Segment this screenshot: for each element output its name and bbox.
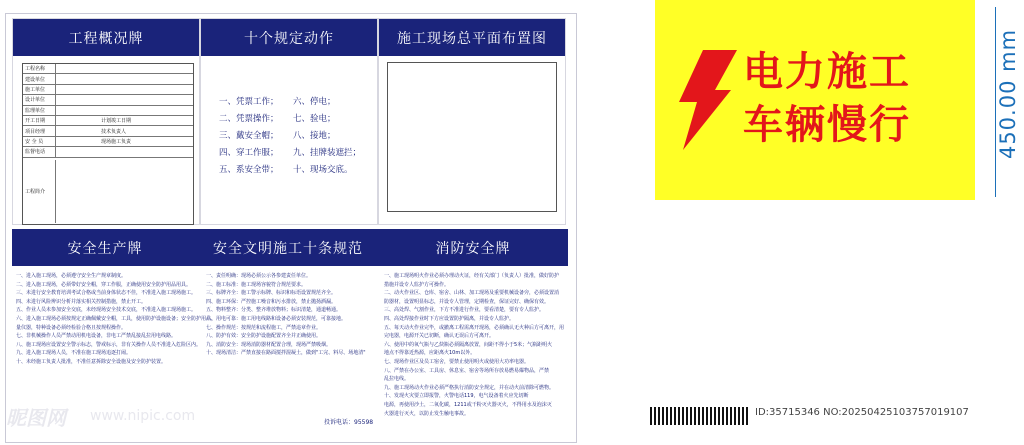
actions-left-list — [219, 94, 279, 179]
action-item: 九、挂牌装遮拦； — [293, 148, 362, 158]
barcode-stripes — [650, 407, 750, 425]
image-id-text: ID:35715346 NO:20250425103757019107 — [755, 407, 969, 418]
safety-rule-item: 九、进入施工现场人员，不准在施工现场追逐打闹。 — [16, 350, 132, 357]
fire-rule-item: 电源，再使用沙土，二氧化碳，1211或干粉灭火器灭火，不得用水及泡沫灭 — [384, 401, 552, 408]
fire-rule-item: 三、高处焊、气割作业，下方不准进行作业，要看清楚，要有专人监护。 — [384, 307, 545, 314]
fire-rule-item: 六、使用中的氧气瓶与乙炔瓶必须隔离放置，间距不得小于5米；气瓶距明火 — [384, 341, 553, 348]
info-table-row — [23, 85, 193, 95]
fire-rule-item: 五、每天动火作业完毕，或撤离工程需离开现场，必须确认无火种后方可离开，用 — [384, 324, 565, 331]
action-item: 八、接地； — [293, 131, 336, 141]
civil-rule-item: 十、现场清洁：严禁直接在路面搅拌混凝土，做到"工完、料尽、场地清" — [206, 350, 366, 357]
fire-safety-title: 消防安全牌 — [378, 229, 568, 266]
civil-rule-item: 二、施工标准：施工现场容貌符合规范要求。 — [206, 281, 307, 288]
action-item: 三、戴安全帽； — [219, 131, 279, 141]
dimension-text: 450.00 mm — [996, 28, 1020, 160]
sign-line-1: 电力施工 — [743, 49, 911, 95]
sign-line-2: 车辆慢行 — [743, 102, 911, 148]
fire-rule-item: 防器材，设置明显标志，并设专人管理，定期检查，保证完好、确保有效。 — [384, 298, 550, 305]
info-table-row — [23, 126, 193, 136]
site-layout-title: 施工现场总平面布置图 — [379, 19, 565, 56]
dimension-annotation — [993, 2, 1019, 202]
action-item: 一、凭票工作； — [219, 97, 279, 107]
info-table-row — [23, 137, 193, 147]
info-row-label: 安 全 员 — [23, 137, 56, 146]
fire-rule-item: 火器进行灭火，以防止发生触电事故。 — [384, 410, 470, 417]
civil-rule-item: 四、施工环保：严控施工噪音和污水排放，禁止抛扬洒漏。 — [206, 298, 337, 305]
safety-rule-item: 十、未经施工负责人批准，不准任意拆除安全设施及安全防护装置。 — [16, 358, 167, 365]
info-row-label: 项目经理 — [23, 126, 56, 135]
safety-rule-item: 三、未进行安全教育培训考试合格或当前身体状态不佳，不准进入施工现场施工。 — [16, 290, 197, 297]
lightning-bolt-icon — [675, 50, 737, 150]
watermark-url: www.nipic.com — [90, 408, 196, 424]
actions-right-list — [293, 94, 361, 179]
fire-rule-item: 乱拉电线。 — [384, 376, 410, 383]
safety-production-rules — [16, 272, 216, 367]
project-info-title: 工程概况牌 — [13, 19, 199, 56]
info-table-row — [23, 147, 193, 157]
ten-actions-title: 十个规定动作 — [201, 19, 377, 56]
safety-board — [5, 13, 577, 443]
fire-rule-item: 完电器，电源开关已切断，确认无误后方可离开。 — [384, 333, 495, 340]
civil-rule-item: 六、用电可靠：施工用电线路和设备必须安装规范，可靠接地。 — [206, 315, 347, 322]
action-item: 五、系安全带； — [219, 165, 279, 175]
info-table-row — [23, 64, 193, 74]
info-row-label: 施工单位 — [23, 85, 56, 94]
info-table-row — [23, 106, 193, 116]
safety-rule-item: 八、施工现场应设置安全警示标志，警戒标示，非有关操作人员不准进入危险区内。 — [16, 341, 202, 348]
fire-rule-item: 十、发现火灾要立即报警，火警电话119，电气设备着火应先切断 — [384, 393, 529, 400]
safety-rule-item: 二、进入施工现场，必须带好安全帽，穿工作服，正确使用安全防护用品用具。 — [16, 281, 192, 288]
civil-rule-item: 一、责任明确：现场必须公示各参建责任单位。 — [206, 273, 312, 279]
safety-rule-item: 一、进入施工现场，必须遵守安全生产规章制度。 — [16, 273, 127, 279]
fire-safety-rules — [384, 272, 564, 418]
power-construction-sign — [655, 0, 975, 200]
info-row-label: 监督电话 — [23, 147, 56, 156]
safety-rule-item: 五、作业人员未参加安全交底，未经现场安全技术交底，不准进入施工现场施工。 — [16, 307, 197, 314]
civil-rule-item: 七、操作规范：按规范和流程施工，严禁违章作业。 — [206, 324, 322, 331]
info-table-row — [23, 74, 193, 84]
civil-rule-item: 八、防护有效：安全防护设施配置齐全并正确使用。 — [206, 333, 322, 340]
info-row-label: 工程简介 — [23, 160, 56, 223]
info-row-label: 工程名称 — [23, 64, 56, 73]
fire-rule-item: 四、高处焊接作业时下方应设置防护隔离，并设专人监护。 — [384, 315, 515, 322]
fire-rule-item: 地点不得靠近热源，应距离火10m以外。 — [384, 350, 476, 357]
safety-rule-item: 四、未进行风险辨识分析并落实相关控制措施，禁止开工。 — [16, 298, 147, 305]
fire-rule-item: 一、施工现场明火作业必须办理动火证，经有关部门（负责人）批准，做好防护 — [384, 273, 560, 279]
project-info-table — [22, 63, 194, 225]
site-layout-plan-area — [387, 62, 557, 212]
ten-actions-panel — [200, 18, 378, 225]
fire-rule-item: 措施并设专人监护方可操作。 — [384, 281, 450, 288]
fire-rule-item: 八、严禁在办公室、工具房、休息室、宿舍等场所存放易燃易爆物品，严禁 — [384, 367, 550, 374]
info-row-secondary-label: 现场施工负责 — [101, 138, 132, 145]
info-table-row — [23, 158, 193, 223]
info-row-label: 建设单位 — [23, 74, 56, 83]
info-table-row — [23, 95, 193, 105]
civil-construction-title: 安全文明施工十条规范 — [198, 229, 378, 266]
info-row-label: 设计单位 — [23, 95, 56, 104]
fire-rule-item: 九、施工现场动火作业必须严格执行消防安全规定，并在动火前清除可燃物。 — [384, 384, 555, 391]
action-item: 四、穿工作服； — [219, 148, 279, 158]
civil-rule-item: 五、物料整齐：分类、整齐堆放物料；标识清楚，通道畅通。 — [206, 307, 342, 314]
info-row-label: 开工日期 — [23, 116, 56, 125]
fire-rule-item: 二、动火作业区、仓库、宿舍、山林、加工现场及重要机械设备旁，必须设置消 — [384, 290, 560, 297]
fire-rule-item: 七、现场作业区及员工宿舍，要禁止使用明火或使用大功率电器。 — [384, 358, 530, 365]
action-item: 七、验电； — [293, 114, 336, 124]
watermark-logo: 昵图网 — [6, 406, 66, 430]
info-row-secondary-label: 技术负责人 — [101, 128, 127, 135]
complaint-phone: 投诉电话：95598 — [324, 419, 374, 426]
safety-rule-item: 六、进入施工现场必须按规定正确佩戴安全帽，工具，使用防护设施设备；安全防护用品， — [16, 315, 217, 322]
safety-production-title: 安全生产牌 — [12, 229, 198, 266]
action-item: 六、停电； — [293, 97, 336, 107]
info-row-label: 监理单位 — [23, 106, 56, 115]
project-info-panel — [12, 18, 200, 225]
civil-rule-item: 三、标牌齐全：施工警示标牌、标识和标语设置规范齐全。 — [206, 290, 337, 297]
info-row-secondary-label: 计划竣工日期 — [101, 118, 132, 125]
info-table-row — [23, 116, 193, 126]
action-item: 十、现场交底。 — [293, 165, 353, 175]
action-item: 二、凭票操作； — [219, 114, 279, 124]
safety-rule-item: 七、非机械操作人员严禁动用机电设备，非电工严禁乱接乱拉用电线路。 — [16, 333, 177, 340]
civil-rule-item: 九、消防安全：现场消防器材配置合理，现场严禁吸烟。 — [206, 341, 332, 348]
civil-construction-rules — [206, 272, 366, 358]
site-layout-panel — [378, 18, 566, 225]
safety-rule-item: 量仪器，特种设备必须经检验合格且按规程操作。 — [16, 324, 127, 331]
